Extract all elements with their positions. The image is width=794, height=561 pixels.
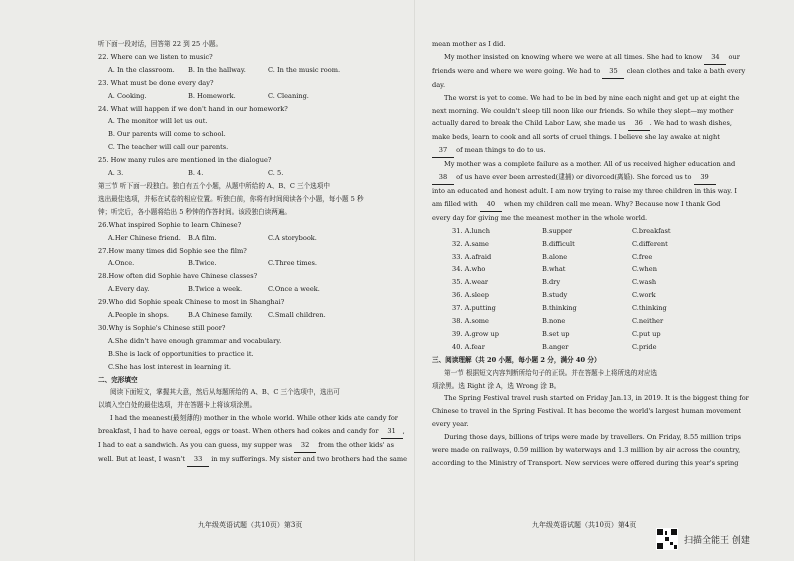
cloze-instruction-1: 阅读下面短文，掌握其大意，然后从每题所给的 A、B、C 三个选项中，选出可: [110, 388, 340, 397]
question-23-options: [98, 90, 396, 103]
blank-38: 38: [432, 171, 454, 185]
question-25-options: [98, 167, 396, 180]
choice-34a: 34. A.who: [452, 265, 486, 274]
cloze-line-17: am filled with 40 when my children call me mean. Why? Because now I thank God: [432, 198, 736, 212]
question-28: 28.How often did Sophie have Chinese classes?: [98, 272, 258, 281]
option-a: A. The monitor will let us out.: [108, 117, 208, 126]
option-a: A.Once.: [108, 259, 135, 268]
choice-39b: B.set up: [542, 329, 570, 338]
question-26-options: [98, 232, 396, 245]
option-c: C.She has lost interest in learning it.: [108, 362, 231, 371]
reading-line-3: every year.: [432, 420, 469, 429]
cloze-line-14: My mother was a complete failure as a mother. All of us received higher education and: [444, 160, 736, 169]
scanner-watermark: 扫描全能王 创建: [684, 536, 750, 546]
choice-31c: C.breakfast: [632, 226, 671, 235]
choice-37c: C.thinking: [632, 304, 667, 313]
reading-line-1: The Spring Festival travel rush started on Friday Jan.13, in 2019. It is the biggest thing for: [444, 394, 749, 403]
cloze-line-13: 37 of mean things to do to us.: [432, 144, 736, 158]
choice-33c: C.free: [632, 252, 653, 261]
option-a: A. In the classroom.: [108, 65, 175, 74]
cloze-line-8: day.: [432, 80, 446, 89]
question-22-options: [98, 64, 396, 77]
reading-instruction-2: 项涂黑。选 Right 涂 A，选 Wrong 涂 B。: [432, 381, 561, 390]
blank-33: 33: [187, 453, 209, 467]
option-c: C.Small children.: [268, 311, 326, 320]
choice-39c: C.put up: [632, 329, 661, 338]
choice-36a: 36. A.sleep: [452, 291, 489, 300]
section3-instruction-2: 选出最佳选项，并标在试卷的相应位置。听独白前，你将有时间阅读各个小题，每小题 5 秒: [98, 194, 364, 203]
choice-40c: C.pride: [632, 342, 657, 351]
section3-instruction-3: 钟；听完后，各小题将给出 5 秒钟的作答时间。该段独白读两遍。: [98, 207, 292, 216]
choice-35a: 35. A.wear: [452, 278, 489, 287]
choice-31a: 31. A.lunch: [452, 226, 490, 235]
question-25: 25. How many rules are mentioned in the dialogue?: [98, 156, 272, 165]
choice-37b: B.thinking: [542, 304, 577, 313]
question-27: 27.How many times did Sophie see the film?: [98, 246, 247, 255]
choice-38c: C.neither: [632, 317, 664, 326]
blank-35: 35: [602, 65, 624, 79]
choice-37a: 37. A.putting: [452, 304, 496, 313]
blank-34: 34: [704, 51, 726, 65]
choice-36c: C.work: [632, 291, 656, 300]
reading-line-6: according to the Ministry of Transport. New services were offered during this year's spring: [432, 459, 739, 467]
choice-40b: B.anger: [542, 342, 569, 351]
page-fold: [414, 0, 415, 561]
option-b: B. Homework.: [188, 91, 236, 100]
choice-31b: B.supper: [542, 226, 573, 235]
option-a: A.People in shops.: [108, 311, 169, 320]
section3-instruction-1: 第三节 听下面一段独白。独白有五个小题，从题中所给的 A、B、C 三个选项中: [98, 181, 330, 190]
cloze-instruction-2: 以填入空白处的最佳选项，并在答题卡上将该项涂黑。: [98, 401, 257, 410]
choice-34b: B.what: [542, 265, 566, 274]
reading-line-2: Chinese to travel in the Spring Festival. It has become the world's largest human movement: [432, 407, 742, 416]
cloze-section-title: 二、完形填空: [98, 375, 138, 384]
option-c: C.Once a week.: [268, 285, 320, 294]
option-c: C.Three times.: [268, 259, 317, 268]
option-c: C.A storybook.: [268, 233, 317, 242]
blank-37: 37: [432, 144, 454, 158]
option-c: C. In the music room.: [268, 65, 341, 74]
cloze-line-16: into an educated and honest adult. I am now trying to raise my three children in this way. I: [432, 186, 737, 195]
cloze-line-3: I had to eat a sandwich. As you can guess, my supper was 32 from the other kids' as: [98, 439, 396, 453]
option-c: C. Cleaning.: [268, 91, 309, 100]
cloze-line-2: breakfast, I had to have cereal, eggs or toast. When others had cokes and candy for 31 ,: [98, 425, 396, 439]
option-b: B.A film.: [188, 233, 217, 242]
choice-35b: B.dry: [542, 278, 561, 287]
cloze-choices: [432, 225, 736, 354]
choice-32c: C.different: [632, 239, 668, 248]
cloze-line-4: well. But at least, I wasn't 33 in my sufferings. My sister and two brothers had the same: [98, 453, 396, 467]
choice-38a: 38. A.some: [452, 317, 489, 326]
option-b: B. Our parents will come to school.: [108, 130, 226, 139]
choice-35c: C.wash: [632, 278, 657, 287]
cloze-line-18: every day for giving me the meanest mother in the whole world.: [432, 213, 648, 222]
cloze-line-1: I had the meanest(最刻薄的) mother in the whole world. While other kids ate candy for: [110, 414, 398, 423]
cloze-line-9: The worst is yet to come. We had to be in bed by nine each night and get up at eight the: [444, 93, 740, 102]
question-26: 26.What inspired Sophie to learn Chinese?: [98, 220, 242, 229]
option-c: C. The teacher will call our parents.: [108, 143, 229, 152]
option-b: B.A Chinese family.: [188, 311, 253, 320]
question-30: 30.Why is Sophie's Chinese still poor?: [98, 323, 226, 332]
blank-39: 39: [694, 171, 716, 185]
choice-32a: 32. A.same: [452, 239, 489, 248]
cloze-line-7: friends were and where we were going. We had to 35 clean clothes and take a bath every: [432, 65, 736, 79]
reading-line-5: were made on railways, 0.59 million by waterways and 1.3 million by air across the country,: [432, 446, 741, 455]
reading-line-4: During those days, billions of trips were made by travellers. On Friday, 8.55 million trips: [444, 433, 741, 442]
reading-section-title: 三、阅读理解（共 20 小题，每小题 2 分，满分 40 分）: [432, 355, 601, 364]
right-page: [432, 38, 749, 539]
option-b: B. In the hallway.: [188, 65, 246, 74]
question-29: 29.Who did Sophie speak Chinese to most in Shanghai?: [98, 298, 285, 307]
option-a: A.Her Chinese friend.: [108, 233, 181, 242]
question-23: 23. What must be done every day?: [98, 78, 214, 87]
option-b: B. 4.: [188, 169, 204, 178]
choice-40a: 40. A.fear: [452, 342, 485, 351]
left-page: [98, 38, 408, 539]
option-b: B.Twice a week.: [188, 285, 243, 294]
question-29-options: [98, 309, 396, 322]
right-page-footer: 九年级英语试题（共10页）第4页: [532, 521, 637, 529]
option-a: A.Every day.: [108, 285, 150, 294]
choice-36b: B.study: [542, 291, 568, 300]
reading-instruction-1: 第一节 根据短文内容判断所给句子的正误。并在答题卡上将所选的对应选: [444, 368, 658, 377]
choice-39a: 39. A.grow up: [452, 329, 499, 338]
cloze-line-12: make beds, learn to cook and all sorts of cruel things. I believe she lay awake at night: [432, 133, 720, 142]
option-a: A.She didn't have enough grammar and vocabulary.: [108, 336, 282, 345]
option-c: C. 5.: [268, 169, 284, 178]
cloze-line-10: next morning. We couldn't sleep till noon like our friends. So while they slept—my mother: [432, 106, 734, 115]
option-a: A. Cooking.: [108, 91, 147, 100]
blank-40: 40: [480, 198, 502, 212]
option-a: A. 3.: [108, 169, 124, 178]
passage-heading: 听下面一段对话，回答第 22 到 25 小题。: [98, 40, 223, 48]
question-22: 22. Where can we listen to music?: [98, 52, 213, 61]
choice-34c: C.when: [632, 265, 657, 274]
choice-33b: B.alone: [542, 252, 568, 261]
cloze-line-6: My mother insisted on knowing where we were at all times. She had to know 34 our: [432, 51, 736, 65]
option-b: B.Twice.: [188, 259, 217, 268]
choice-33a: 33. A.afraid: [452, 252, 492, 261]
choice-32b: B.difficult: [542, 239, 575, 248]
blank-32: 32: [294, 439, 316, 453]
question-27-options: [98, 257, 396, 270]
cloze-line-15: 38 of us have ever been arrested(逮捕) or divorced(离婚). She forced us to 39: [432, 171, 736, 185]
blank-36: 36: [628, 117, 650, 131]
blank-31: 31: [381, 425, 403, 439]
question-24: 24. What will happen if we don't hand in our homework?: [98, 104, 288, 113]
choice-38b: B.none: [542, 317, 566, 326]
option-b: B.She is lack of opportunities to practice it.: [108, 349, 254, 358]
qr-code-icon: [656, 528, 678, 550]
question-28-options: [98, 283, 396, 296]
left-page-footer: 九年级英语试题（共10页）第3页: [198, 521, 303, 529]
cloze-line-11: actually dared to break the Child Labor Law, she made us 36 . We had to wash dishes,: [432, 117, 736, 131]
cloze-line-5: mean mother as I did.: [432, 40, 506, 48]
